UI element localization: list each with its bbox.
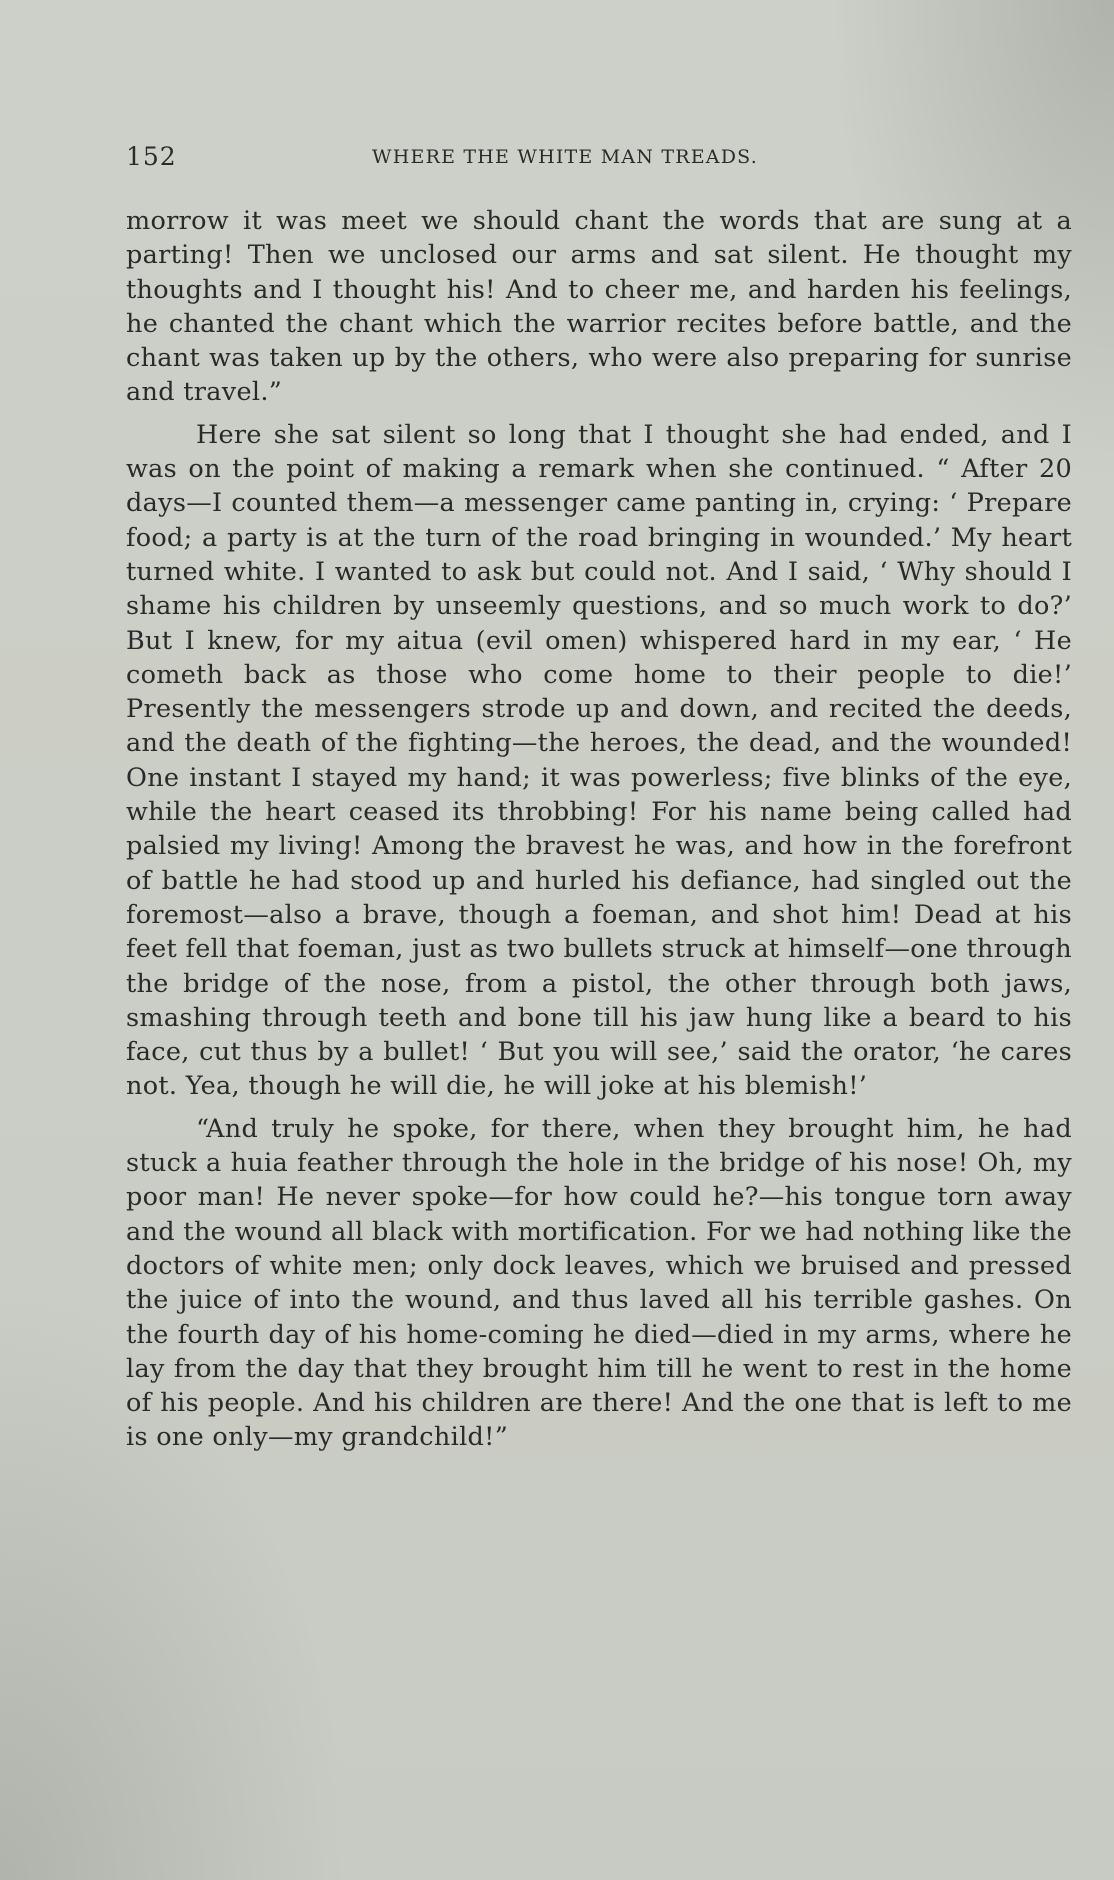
running-title: WHERE THE WHITE MAN TREADS. [372,146,758,168]
paragraph-3: “And truly he spoke, for there, when they brought him, he had stuck a huia feather through the hole in the bridge of his nose! Oh, my poor man! He never spoke—for how could he?—his tongue torn away and the wound all black with mortification. For we had nothing like the doctors of white men; only dock leaves, which we bruised and pressed the juice of into the wound, and thus laved all his terrible gashes. On the fourth day of his home-coming he died—died in my arms, where he lay from the day that they brought him till he went to rest in the home of his people. And his children are there! And the one that is left to me is one only—my grandchild!” [126,1113,1072,1453]
page-header [126,142,1072,178]
paragraph-2: Here she sat silent so long that I thought she had ended, and I was on the point of making a remark when she continued. “ After 20 days—I counted them—a messenger came panting in, crying: ‘ Prepare food; a party is at the turn of the road bringing in wounded.’ My heart turned white. I wanted to ask but could not. And I said, ‘ Why should I shame his children by unseemly questions, and so much work to do?’ But I knew, for my aitua (evil omen) whispered hard in my ear, ‘ He cometh back as those who come home to their people to die!’ Presently the messengers strode up and down, and recited the deeds, and the death of the fighting—the heroes, the dead, and the wounded! One instant I stayed my hand; it was powerless; five blinks of the eye, while the heart ceased its throbbing! For his name being called had palsied my living! Among the bravest he was, and how in the forefront of battle he had stood up and hurled his defiance, had singled out the foremost—also a brave, though a foeman, and shot him! Dead at his feet fell that foeman, just as two bullets struck at himself—one through the bridge of the nose, from a pistol, the other through both jaws, smashing through teeth and bone till his jaw hung like a beard to his face, cut thus by a bullet! ‘ But you will see,’ said the orator, ‘he cares not. Yea, though he will die, he will joke at his blemish!’ [126,419,1072,1102]
body-text [126,204,1072,1455]
paragraph-1: morrow it was meet we should chant the words that are sung at a parting! Then we unclosed our arms and sat silent. He thought my thoughts and I thought his! And to cheer me, and harden his feelings, he chanted the chant which the warrior recites before battle, and the chant was taken up by the others, who were also preparing for sunrise and travel.” [126,206,1072,408]
page-number: 152 [126,142,177,171]
